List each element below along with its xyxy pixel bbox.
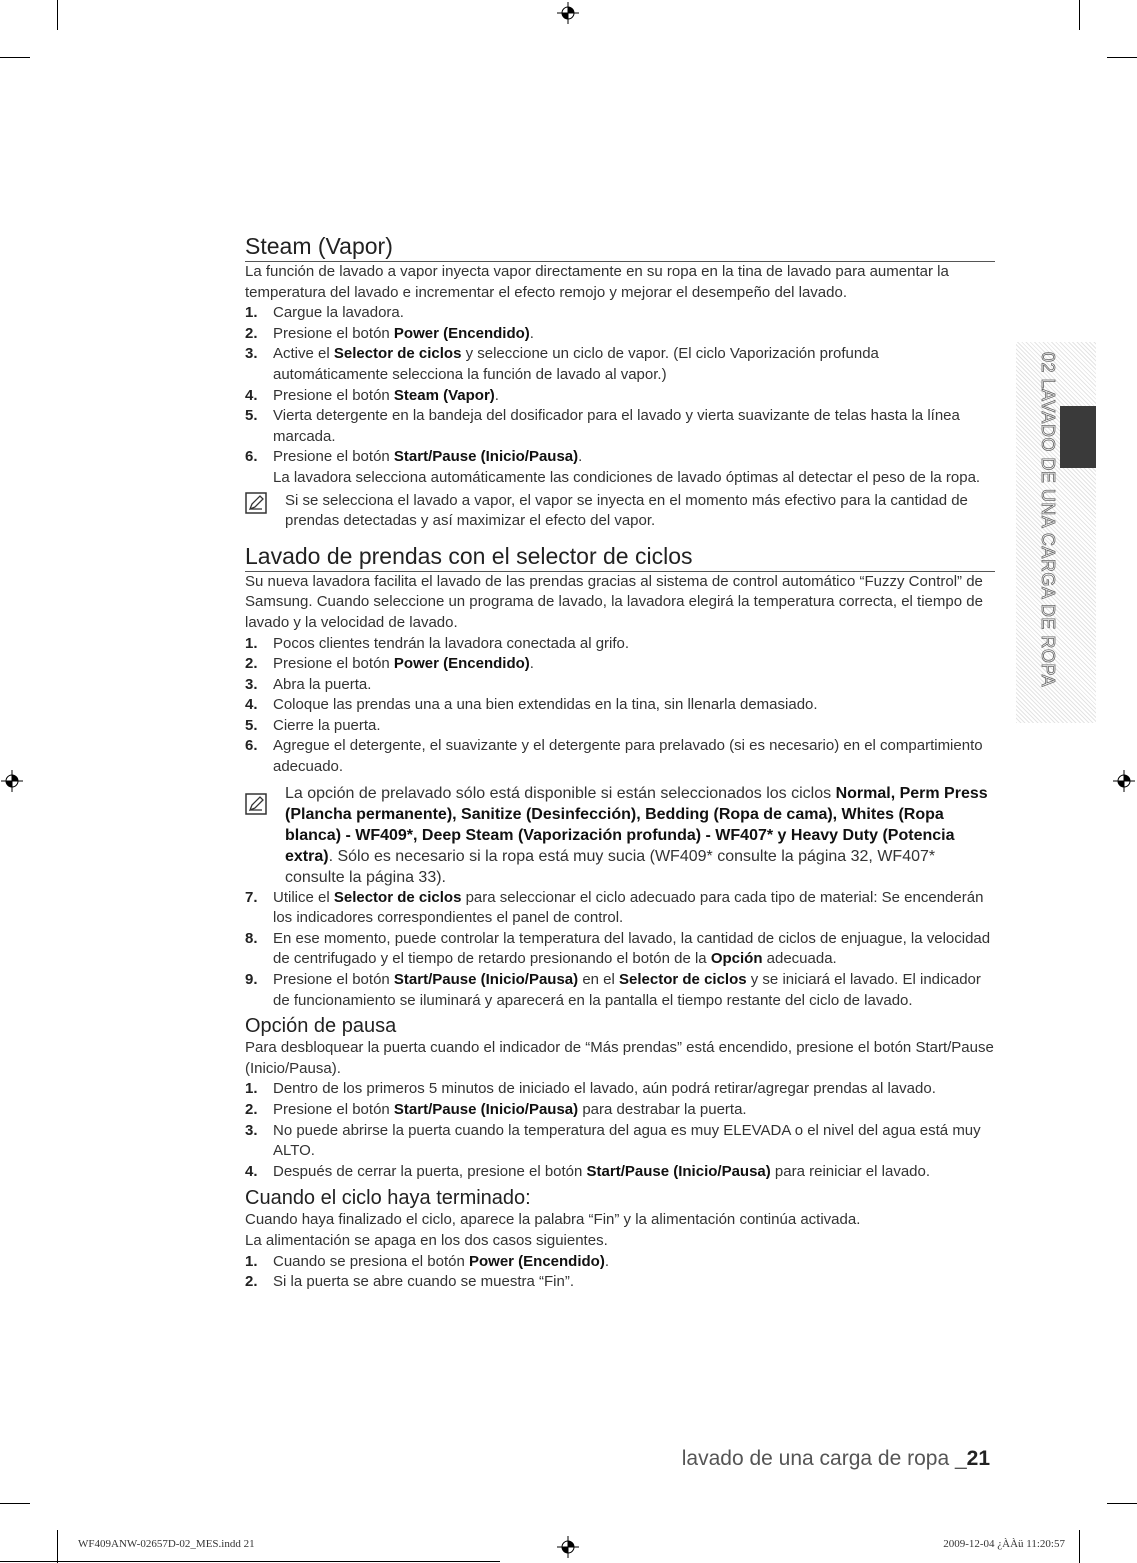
pausa-intro: Para desbloquear la puerta cuando el indicador de “Más prendas” está encendido, presione el botón Start/Pause (Inicio/Pausa).: [245, 1039, 994, 1077]
crop-mark: [1079, 0, 1080, 30]
list-item: 9. Presione el botón Start/Pause (Inicio/Pausa) en el Selector de ciclos y se iniciará el lavado. El indicador de funcionamiento se iluminará y aparecerá en la pantalla el tiempo restante del ciclo de lavado.: [245, 971, 981, 1009]
crop-mark: [0, 1503, 30, 1504]
lavado-steps-b: [245, 888, 995, 1012]
list-item: 4. Presione el botón Steam (Vapor).: [245, 386, 499, 404]
list-item: 8. En ese momento, puede controlar la temperatura del lavado, la cantidad de ciclos de enjuague, la velocidad de centrifugado y el tiempo de retardo presionando el botón de la Opción adecuada.: [245, 929, 991, 968]
registration-mark-icon: [557, 1536, 579, 1558]
section-title-lavado: Lavado de prendas con el selector de ciclos: [245, 542, 995, 572]
list-item: 4. Coloque las prendas una a una bien extendidas en la tina, sin llenarla demasiado.: [245, 696, 818, 714]
crop-mark: [1107, 1503, 1137, 1504]
list-item: 2. Si la puerta se abre cuando se muestra “Fin”.: [245, 1273, 574, 1291]
page-footer-title: lavado de una carga de ropa _21: [681, 1447, 990, 1470]
chapter-tab-label: 02 LAVADO DE UNA CARGA DE ROPA: [1038, 352, 1058, 688]
list-item: 4. Después de cerrar la puerta, presione el botón Start/Pause (Inicio/Pausa) para reiniciar el lavado.: [245, 1162, 931, 1180]
crop-mark: [57, 0, 58, 30]
crop-mark: [0, 57, 30, 58]
list-item: 1. Pocos clientes tendrán la lavadora conectada al grifo.: [245, 634, 630, 652]
prelavado-note: La opción de prelavado sólo está disponible si están seleccionados los ciclos Normal, Perm Press (Plancha permanente), Sanitize (Desinfección), Bedding (Ropa de cama), Whites (Ropa blanca) - WF409*, Deep Steam (Vaporización profunda) - WF407* y Heavy Duty (Potencia extra). Sólo es necesario si la ropa está muy sucia (WF409* consulte la página 32, WF407* consulte la página 33).: [245, 783, 995, 888]
section-title-steam: Steam (Vapor): [245, 232, 995, 262]
fin-intro-2: La alimentación se apaga en los dos casos siguientes.: [245, 1231, 608, 1249]
steam-steps: [245, 303, 995, 488]
list-item: 3. Abra la puerta.: [245, 675, 372, 693]
steam-note: Si se selecciona el lavado a vapor, el vapor se inyecta en el momento más efectivo para la cantidad de prendas detectadas y así maximizar el efecto del vapor.: [245, 491, 995, 532]
crop-mark: [57, 1530, 58, 1563]
fin-steps: [245, 1252, 995, 1293]
registration-mark-icon: [557, 2, 579, 24]
lavado-intro: Su nueva lavadora facilita el lavado de las prendas gracias al sistema de control automático “Fuzzy Control” de Samsung. Cuando seleccione un programa de lavado, la lavadora elegirá la temperatura correcta, el tiempo de lavado y la velocidad de lavado.: [245, 572, 983, 631]
list-item: 5. Vierta detergente en la bandeja del dosificador para el lavado y vierta suavizante de telas hasta la línea marcada.: [245, 407, 960, 445]
print-file-info: WF409ANW-02657D-02_MES.indd 21: [78, 1538, 255, 1550]
print-date-info: 2009-12-04 ¿ÀÀü 11:20:57: [943, 1538, 1065, 1550]
pausa-steps: [245, 1079, 995, 1182]
list-item: 7. Utilice el Selector de ciclos para seleccionar el ciclo adecuado para cada tipo de material: Se encenderán los indicadores correspondientes el panel de control.: [245, 888, 984, 927]
list-item: 1. Dentro de los primeros 5 minutos de iniciado el lavado, aún podrá retirar/agregar prendas al lavado.: [245, 1080, 936, 1098]
list-item: 2. Presione el botón Start/Pause (Inicio/Pausa) para destrabar la puerta.: [245, 1101, 747, 1118]
crop-mark: [0, 1561, 500, 1562]
list-item: 6. Agregue el detergente, el suavizante y el detergente para prelavado (si es necesario) en el compartimiento adecuado.: [245, 737, 983, 776]
list-item: 2. Presione el botón Power (Encendido).: [245, 324, 534, 342]
list-item: 1. Cuando se presiona el botón Power (Encendido).: [245, 1252, 609, 1270]
section-title-fin: Cuando el ciclo haya terminado:: [245, 1187, 531, 1210]
list-item: 3. No puede abrirse la puerta cuando la temperatura del agua es muy ELEVADA o el nivel del agua está muy ALTO.: [245, 1121, 981, 1160]
note-pencil-icon: [245, 793, 267, 815]
section-title-pausa: Opción de pausa: [245, 1015, 397, 1038]
list-item: 1. Cargue la lavadora.: [245, 304, 404, 322]
crop-mark: [1079, 1530, 1080, 1563]
list-item: 3. Active el Selector de ciclos y seleccione un ciclo de vapor. (El ciclo Vaporización profunda automáticamente selecciona la función de lavado al vapor.): [245, 345, 879, 383]
list-item: 6. Presione el botón Start/Pause (Inicio/Pausa). La lavadora selecciona automáticamente las condiciones de lavado óptimas al detectar el peso de la ropa.: [245, 448, 981, 486]
page-content: [245, 232, 995, 1293]
page-number: 21: [966, 1447, 990, 1470]
list-item: 5. Cierre la puerta.: [245, 716, 381, 734]
lavado-steps-a: [245, 634, 995, 778]
registration-mark-icon: [1, 770, 23, 792]
registration-mark-icon: [1113, 770, 1135, 792]
steam-intro: La función de lavado a vapor inyecta vapor directamente en su ropa en la tina de lavado para aumentar la temperatura del lavado e incrementar el efecto remojo y mejorar el desempeño del lavado.: [245, 263, 949, 301]
chapter-tab-marker: [1060, 406, 1096, 468]
crop-mark: [1107, 57, 1137, 58]
fin-intro-1: Cuando haya finalizado el ciclo, aparece la palabra “Fin” y la alimentación continúa activada.: [245, 1211, 861, 1229]
list-item: 2. Presione el botón Power (Encendido).: [245, 655, 534, 673]
note-pencil-icon: [245, 492, 267, 514]
